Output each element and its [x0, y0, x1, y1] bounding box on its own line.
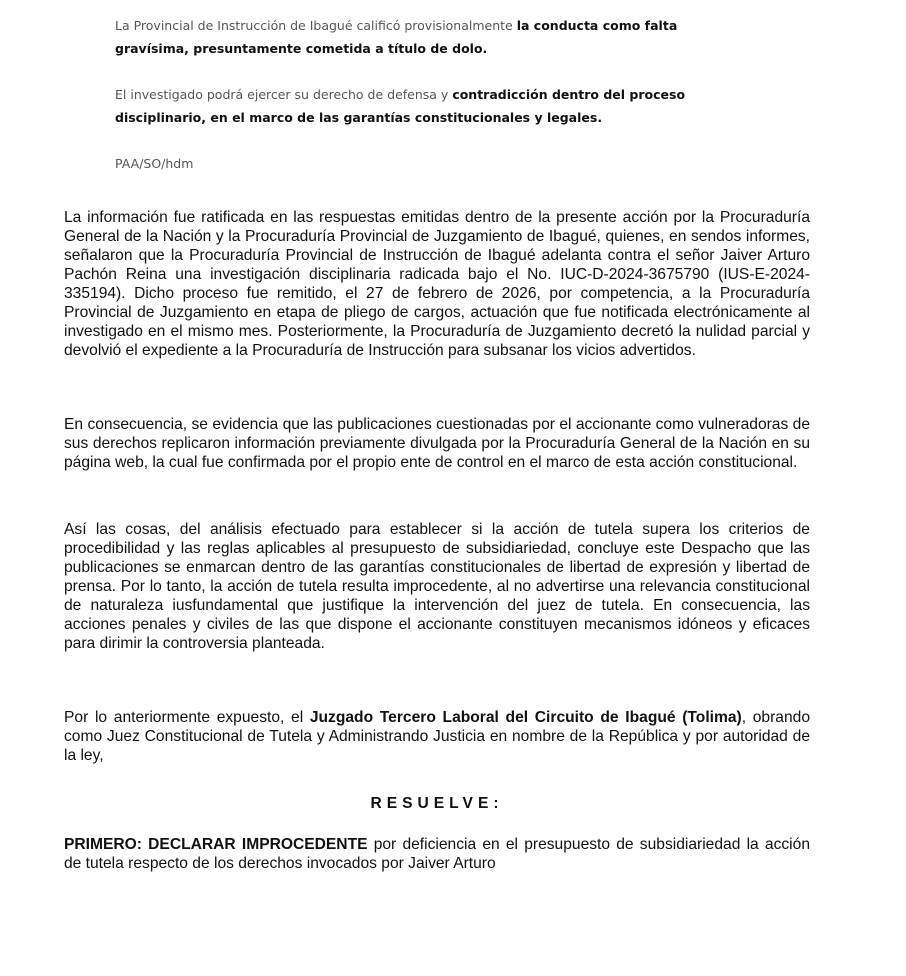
ruling-bold-text: PRIMERO: DECLARAR IMPROCEDENTE [64, 836, 368, 853]
resolve-heading: RESUELVE: [370, 795, 504, 812]
exposition-text-start: Por lo anteriormente expuesto, el [64, 709, 310, 726]
court-name: Juzgado Tercero Laboral del Circuito de Ibagué (Tolima) [309, 709, 742, 726]
reference-initials: PAA/SO/hdm [115, 156, 194, 171]
quote-bold-text: contradicción dentro del proceso disciplinario, en el marco de las garantías constitucionales y legales. [115, 87, 686, 125]
paragraph-exposition [64, 708, 810, 765]
paragraph-ratification: La información fue ratificada en las respuestas emitidas dentro de la presente acción por la Procuraduría General de la Nación y la Procuraduría Provincial de Juzgamiento de Ibagué, quienes, en sendos informes, señalaron que la Procuraduría Provincial de Instrucción de Ibagué adelanta contra el señor Jaiver Arturo Pachón Reina una investigación disciplinaria radicada bajo el No. IUC-D-2024-3675790 (IUS-E-2024-335194). Dicho proceso fue remitido, el 27 de febrero de 2026, por competencia, a la Procuraduría Provincial de Juzgamiento en etapa de pliego de cargos, actuación que fue notificada electrónicamente al investigado en el mismo mes. Posteriormente, la Procuraduría de Juzgamiento decretó la nulidad parcial y devolvió el expediente a la Procuraduría de Instrucción para subsanar los vicios advertidos. [64, 209, 810, 359]
quoted-paragraph-1 [115, 14, 735, 60]
quote-bold-text: la conducta como falta gravísima, presuntamente cometida a título de dolo. [115, 18, 678, 56]
paragraph-analysis: Así las cosas, del análisis efectuado para establecer si la acción de tutela supera los criterios de procedibilidad y las reglas aplicables al presupuesto de subsidiariedad, concluye este Despacho que las publicaciones se enmarcan dentro de las garantías constitucionales de libertad de expresión y libertad de prensa. Por lo tanto, la acción de tutela resulta improcedente, al no advertirse una relevancia constitucional de naturaleza iusfundamental que justifique la intervención del juez de tutela. En consecuencia, las acciones penales y civiles de las que dispone el accionante constituyen mecanismos idóneos y eficaces para dirimir la controversia planteada. [64, 521, 810, 652]
quoted-paragraph-2 [115, 83, 735, 129]
quote-text: La Provincial de Instrucción de Ibagué calificó provisionalmente [115, 18, 517, 33]
paragraph-first-ruling [64, 835, 810, 873]
exposition-text-end: , obrando como Juez Constitucional de Tutela y Administrando Justicia en nombre de la República y por autoridad de la ley, [64, 709, 810, 764]
ruling-text: por deficiencia en el presupuesto de subsidiariedad la acción de tutela respecto de los derechos invocados por Jaiver Arturo [64, 836, 810, 872]
paragraph-consequence: En consecuencia, se evidencia que las publicaciones cuestionadas por el accionante como vulneradoras de sus derechos replicaron información previamente divulgada por la Procuraduría General de la Nación en su página web, la cual fue confirmada por el propio ente de control en el marco de esta acción constitucional. [64, 416, 810, 471]
quote-text: El investigado podrá ejercer su derecho de defensa y [115, 87, 453, 102]
